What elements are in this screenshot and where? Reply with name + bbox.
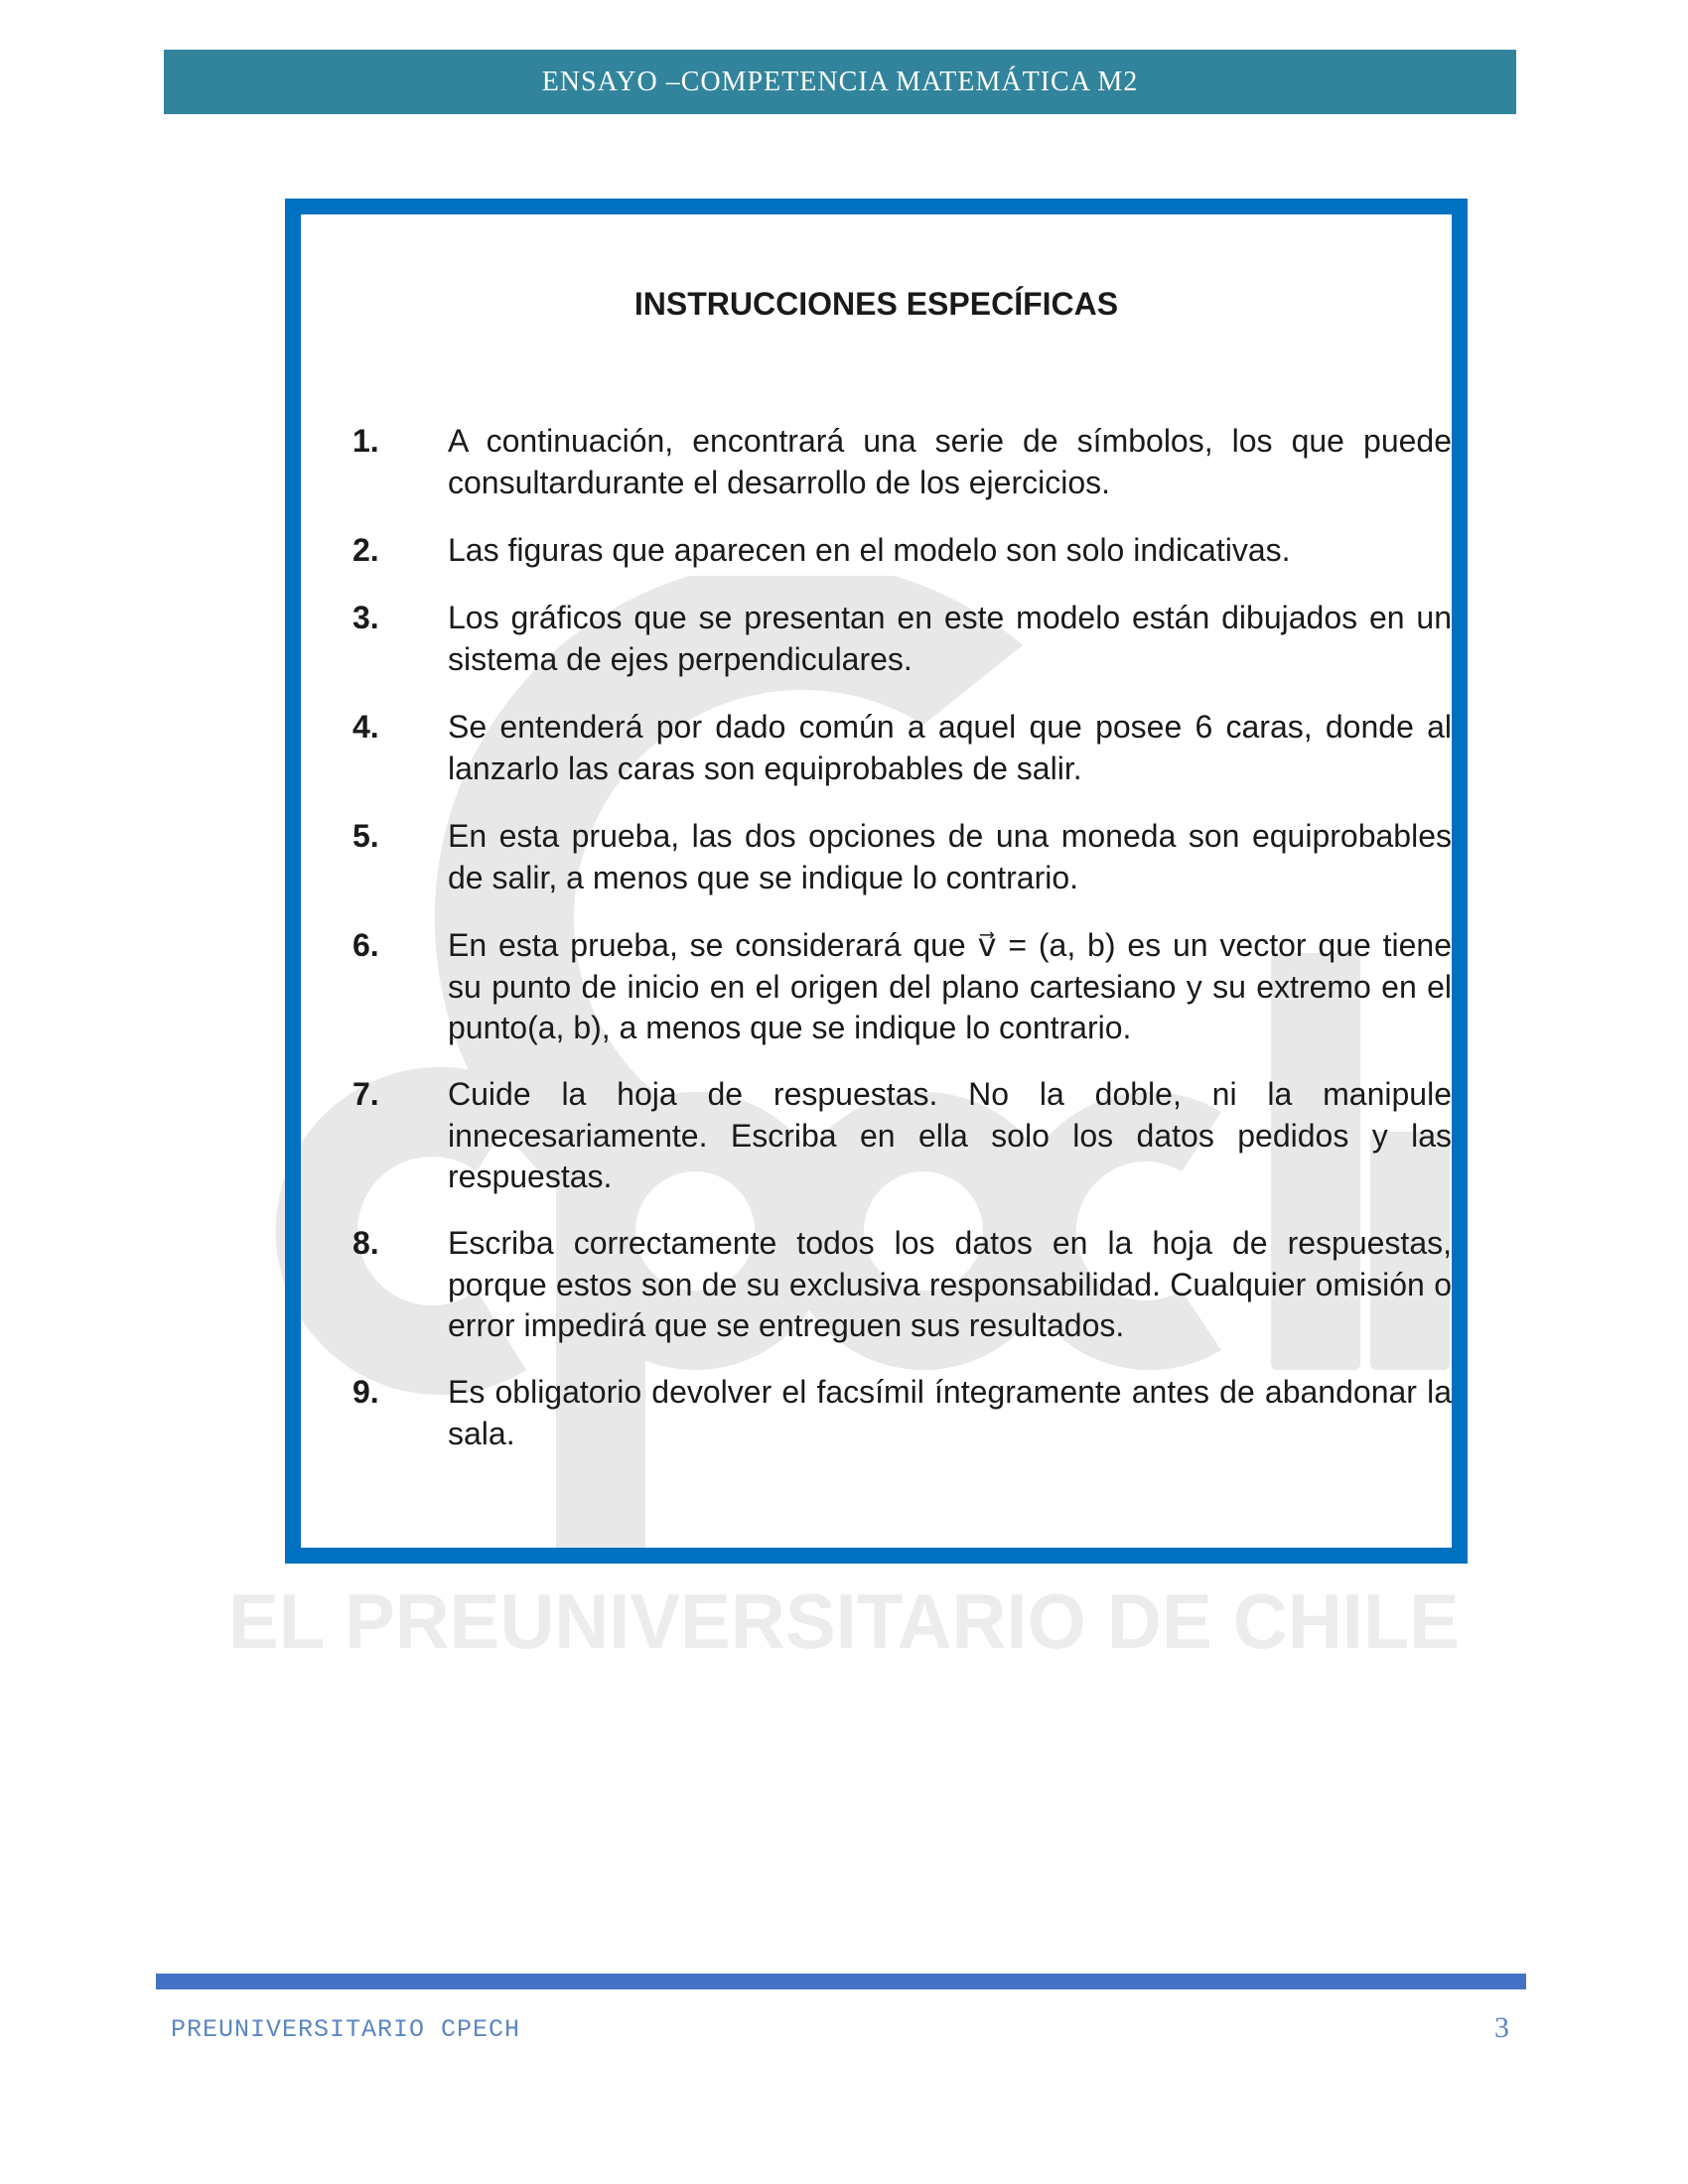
instruction-text: Cuide la hoja de respuestas. No la doble, ni la manipule innecesariamente. Escriba en ella solo los datos pedidos y las respuestas.: [448, 1076, 1452, 1194]
instruction-number: 5.: [352, 818, 379, 854]
header-title: ENSAYO –COMPETENCIA MATEMÁTICA M2: [541, 66, 1139, 97]
instructions-title: INSTRUCCIONES ESPECÍFICAS: [633, 286, 1119, 322]
header-bar: [164, 50, 1516, 114]
instruction-number: 9.: [352, 1374, 379, 1410]
instruction-text: Los gráficos que se presentan en este modelo están dibujados en un sistema de ejes perpendiculares.: [448, 600, 1452, 677]
instruction-text: Las figuras que aparecen en el modelo son solo indicativas.: [448, 532, 1291, 568]
instruction-text-after: = (a, b) es un vector que tiene su punto de inicio en el origen del plano cartesiano y su extremo en el punto(a, b), a menos que se indique lo contrario.: [448, 927, 1453, 1045]
instruction-text: A continuación, encontrará una serie de símbolos, los que puede consultardurante el desarrollo de los ejercicios.: [448, 423, 1452, 500]
vector-v-symbol: v⃗: [977, 926, 997, 964]
instruction-number: 3.: [352, 600, 379, 635]
instruction-text: En esta prueba, las dos opciones de una moneda son equiprobables de salir, a menos que se indique lo contrario.: [448, 818, 1452, 895]
instruction-number: 4.: [352, 709, 379, 745]
instruction-number: 7.: [352, 1076, 379, 1112]
instruction-text-before: En esta prueba, se considerará que: [448, 927, 978, 963]
page-number: 3: [1494, 2011, 1509, 2044]
instruction-text: Es obligatorio devolver el facsímil íntegramente antes de abandonar la sala.: [448, 1374, 1452, 1451]
instruction-text: [448, 925, 1452, 1049]
footer-divider: [156, 1974, 1526, 1989]
instruction-number: 1.: [352, 423, 379, 459]
instruction-number: 2.: [352, 532, 379, 568]
watermark-tagline: EL PREUNIVERSITARIO DE CHILE: [228, 1577, 1460, 1665]
instruction-text: Escriba correctamente todos los datos en la hoja de respuestas, porque estos son de su exclusiva responsabilidad. Cualquier omisión o error impedirá que se entreguen sus resultados.: [448, 1225, 1452, 1343]
footer-publisher: PREUNIVERSITARIO CPECH: [171, 2015, 521, 2044]
instruction-text: Se entenderá por dado común a aquel que posee 6 caras, donde al lanzarlo las caras son equiprobables de salir.: [448, 709, 1452, 786]
instructions-box: [285, 199, 1468, 1564]
instruction-number: 8.: [352, 1225, 379, 1261]
instruction-number: 6.: [352, 927, 379, 963]
